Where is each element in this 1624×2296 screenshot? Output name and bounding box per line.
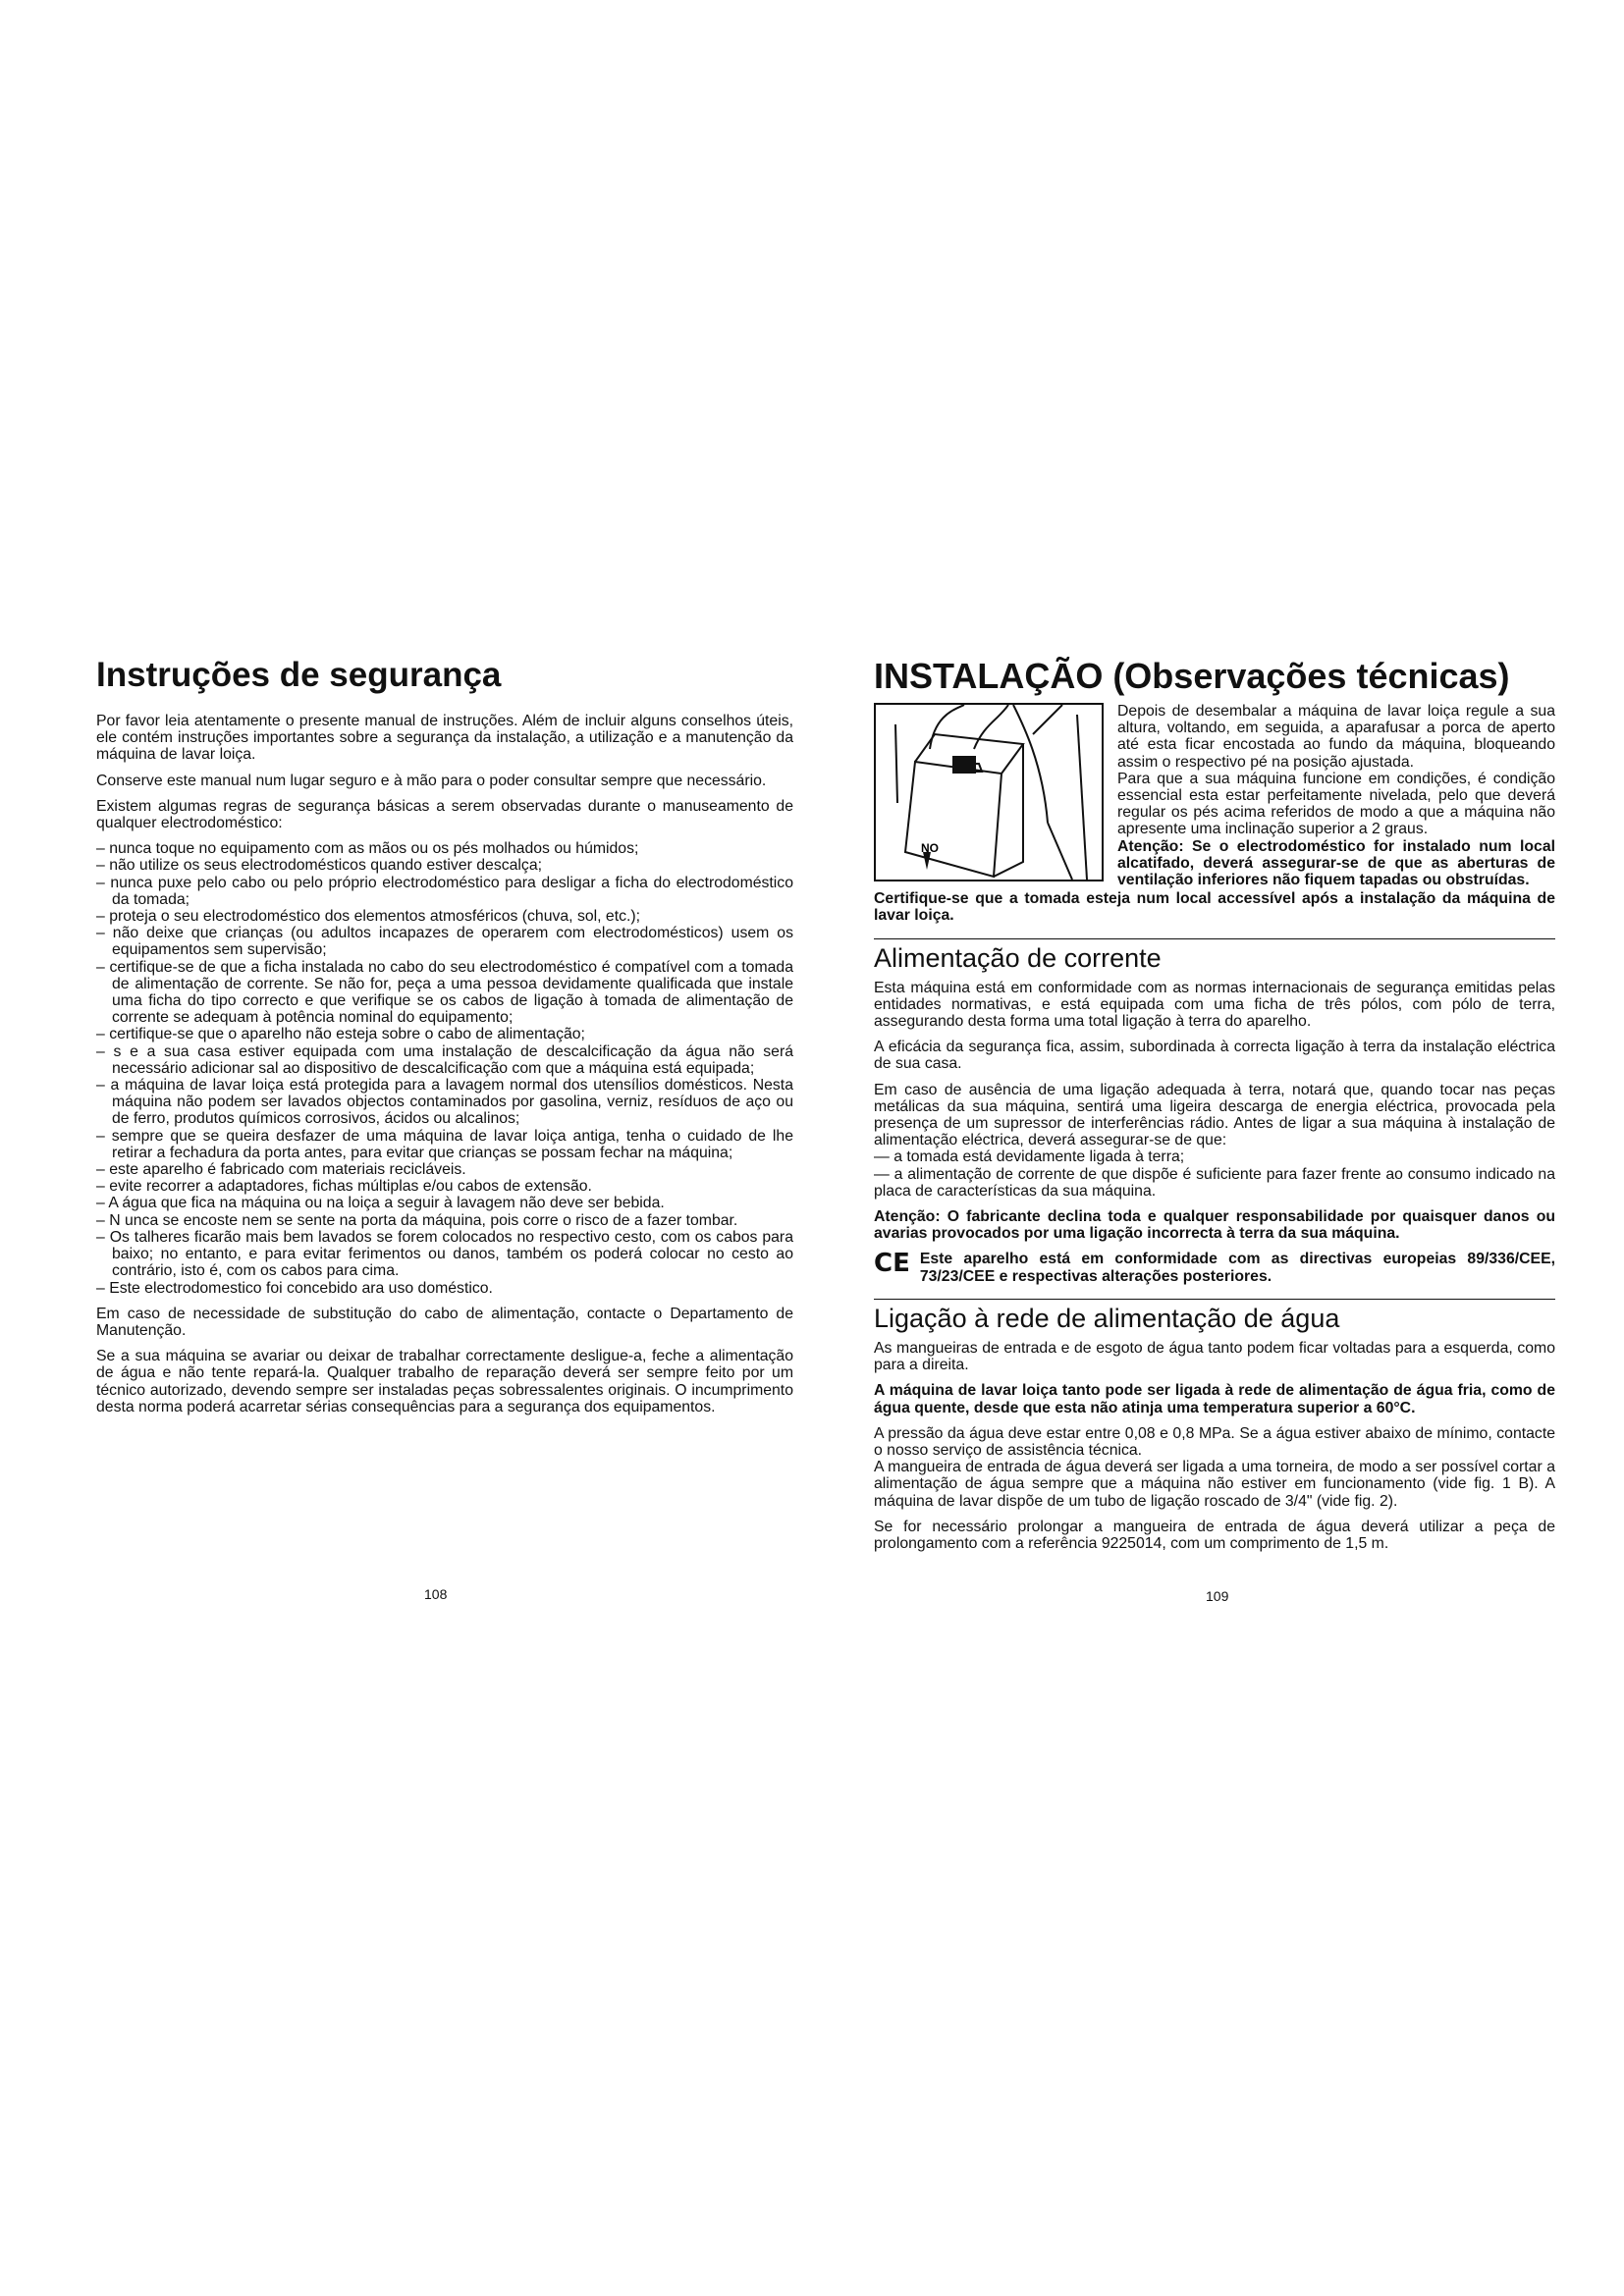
power-paragraph-1: Esta máquina está em conformidade com as normas internacionais de segurança emitidas pelas entidades normativas, e está equipada com uma ficha de três pólos, com pólo de terra, assegurando desta forma uma total ligação à terra do aparelho. <box>874 979 1555 1031</box>
list-item: — a tomada está devidamente ligada à terra; <box>874 1148 1555 1165</box>
unpacking-paragraph: Depois de desembalar a máquina de lavar loiça regule a sua altura, voltando, em seguida, a aparafusar a porca de aperto até esta ficar encostada ao fundo da máquina, bloqueando assim o respectivo pé na posição ajustada. <box>1117 703 1555 771</box>
list-item: – não utilize os seus electrodomésticos quando estiver descalça; <box>96 857 793 874</box>
water-pressure-paragraph: A pressão da água deve estar entre 0,08 e 0,8 MPa. Se a água estiver abaixo de mínimo, contacte o nosso serviço de assistência técnica. <box>874 1424 1555 1459</box>
water-temperature-notice: A máquina de lavar loiça tanto pode ser ligada à rede de alimentação de água fria, como de água quente, desde que esta não atinja uma temperatura superior a 60°C. <box>874 1382 1555 1416</box>
list-item: – não deixe que crianças (ou adultos incapazes de operarem com electrodomésticos) usem os equipamentos sem supervisão; <box>96 925 793 958</box>
list-item: – Os talheres ficarão mais bem lavados se forem colocados no respectivo cesto, com os cabos para baixo; no entanto, e para evitar ferimentos ou danos, também os poderá colocar no cesto ao contrário, isto é, com os cabos para cima. <box>96 1229 793 1280</box>
page-title: INSTALAÇÃO (Observações técnicas) <box>874 656 1510 696</box>
list-item: – a máquina de lavar loiça está protegida para a lavagem normal dos utensílios domésticos. Nesta máquina não podem ser lavados objectos contaminados por gasolina, verniz, resíduos de aço ou de ferro, produtos químicos corrosivos, ácidos ou alcalinos; <box>96 1077 793 1128</box>
cable-replacement-paragraph: Em caso de necessidade de substitução do cabo de alimentação, contacte o Departamento de Manutenção. <box>96 1305 793 1339</box>
list-item: — a alimentação de corrente de que dispõe é suficiente para fazer frente ao consumo indicado na placa de características da sua máquina. <box>874 1166 1555 1200</box>
page-number-right: 109 <box>1206 1588 1229 1604</box>
list-item: – evite recorrer a adaptadores, fichas múltiplas e/ou cabos de extensão. <box>96 1178 793 1195</box>
installation-illustration <box>874 703 1104 881</box>
list-item: – certifique-se que o aparelho não esteja sobre o cabo de alimentação; <box>96 1026 793 1042</box>
list-item: – A água que fica na máquina ou na loiça a seguir à lavagem não deve ser bebida. <box>96 1195 793 1211</box>
section-heading-power: Alimentação de corrente <box>874 938 1555 974</box>
manufacturer-warning: Atenção: O fabricante declina toda e qualquer responsabilidade por quaisquer danos ou avarias provocados por uma ligação incorrecta à terra da sua máquina. <box>874 1208 1555 1243</box>
list-item: – Este electrodomestico foi concebido ara uso doméstico. <box>96 1280 793 1297</box>
dishwasher-illustration-icon <box>876 705 1102 880</box>
left-page <box>96 656 793 1424</box>
list-item: – nunca toque no equipamento com as mãos ou os pés molhados ou húmidos; <box>96 840 793 857</box>
power-paragraph-2: A eficácia da segurança fica, assim, subordinada à correcta ligação à terra da instalação eléctrica de sua casa. <box>874 1039 1555 1073</box>
ce-compliance <box>874 1251 1555 1284</box>
power-paragraph-3: Em caso de ausência de uma ligação adequada à terra, notará que, quando tocar nas peças metálicas da sua máquina, sentirá uma ligeira descarga de energia eléctrica, provocada pela presença de um supressor de interferências rádio. Antes de ligar a sua máquina à instalação de alimentação eléctrica, deverá assegurar-se de que: <box>874 1081 1555 1149</box>
rules-intro-paragraph: Existem algumas regras de segurança básicas a serem observadas durante o manuseamento de qualquer electrodoméstico: <box>96 797 793 832</box>
ce-compliance-text: Este aparelho está em conformidade com as directivas europeias 89/336/CEE, 73/23/CEE e respectivas alterações posteriores. <box>919 1251 1555 1285</box>
ce-mark-icon: CE <box>874 1249 910 1279</box>
list-item: – sempre que se queira desfazer de uma máquina de lavar loiça antiga, tenha o cuidado de lhe retirar a fechadura da porta antes, para evitar que crianças se possam fechar na máquina; <box>96 1128 793 1161</box>
list-item: – proteja o seu electrodoméstico dos elementos atmosféricos (chuva, sol, etc.); <box>96 908 793 925</box>
levelling-paragraph: Para que a sua máquina funcione em condições, é condição essencial esta estar perfeitamente nivelada, pelo que deverá regular os pés acima referidos de modo a que a máquina não apresente uma inclinação superior a 2 graus. <box>1117 770 1555 838</box>
water-extension-paragraph: Se for necessário prolongar a mangueira de entrada de água deverá utilizar a peça de prolongamento com a referência 9225014, com um comprimento de 1,5 m. <box>874 1518 1555 1552</box>
section-heading-water: Ligação à rede de alimentação de água <box>874 1299 1555 1334</box>
socket-notice: Certifique-se que a tomada esteja num local accessível após a instalação da máquina de lavar loiça. <box>874 890 1555 925</box>
power-checks-list <box>874 1148 1555 1200</box>
figure-label: NO <box>921 841 939 855</box>
keep-manual-paragraph: Conserve este manual num lugar seguro e à mão para o poder consultar sempre que necessário. <box>96 772 767 789</box>
carpet-warning: Atenção: Se o electrodoméstico for instalado num local alcatifado, deverá assegurar-se de que as aberturas de ventilação inferiores não fiquem tapadas ou obstruídas. <box>1117 837 1555 889</box>
list-item: – nunca puxe pelo cabo ou pelo próprio electrodoméstico para desligar a ficha do electrodoméstico da tomada; <box>96 875 793 908</box>
list-item: – s e a sua casa estiver equipada com uma instalação de descalcificação da água não será necessário adicionar sal ao dispositivo de descalcificação com que a máquina está equipada; <box>96 1043 793 1077</box>
water-hose-paragraph: A mangueira de entrada de água deverá ser ligada a uma torneira, de modo a ser possível cortar a alimentação de água sempre que a máquina não estiver em funcionamento (vide fig. 1 B). A máquina de lavar dispõe de um tubo de ligação roscado de 3/4" (vide fig. 2). <box>874 1459 1555 1510</box>
installation-intro <box>874 703 1555 888</box>
list-item: – este aparelho é fabricado com materiais recicláveis. <box>96 1161 793 1178</box>
page-title: Instruções de segurança <box>96 656 502 694</box>
right-page <box>874 656 1555 1561</box>
intro-paragraph: Por favor leia atentamente o presente manual de instruções. Além de incluir alguns conselhos úteis, ele contém instruções importantes sobre a segurança da instalação, a utilização e a manutenção da máquina de lavar loiça. <box>96 713 793 764</box>
malfunction-paragraph: Se a sua máquina se avariar ou deixar de trabalhar correctamente desligue-a, feche a alimentação de água e não tente repará-la. Qualquer trabalho de reparação deverá ser sempre feito por um técnico autorizado, devendo sempre ser instaladas peças sobressalentes originais. O incumprimento desta norma poderá acarretar sérias consequências para a segurança dos equipamentos. <box>96 1348 793 1415</box>
safety-rules-list <box>96 840 793 1296</box>
list-item: – N unca se encoste nem se sente na porta da máquina, pois corre o risco de a fazer tombar. <box>96 1212 793 1229</box>
intro-text <box>1117 703 1555 888</box>
water-paragraph-1: As mangueiras de entrada e de esgoto de água tanto podem ficar voltadas para a esquerda, como para a direita. <box>874 1339 1555 1374</box>
list-item: – certifique-se de que a ficha instalada no cabo do seu electrodoméstico é compatível com a tomada de alimentação de corrente. Se não for, peça a uma pessoa devidamente qualificada que instale uma ficha do tipo correcto e que verifique se os cabos de ligação à tomada de alimentação de corrente se adequam à potência nominal do equipamento; <box>96 959 793 1027</box>
page-number-left: 108 <box>424 1586 448 1602</box>
